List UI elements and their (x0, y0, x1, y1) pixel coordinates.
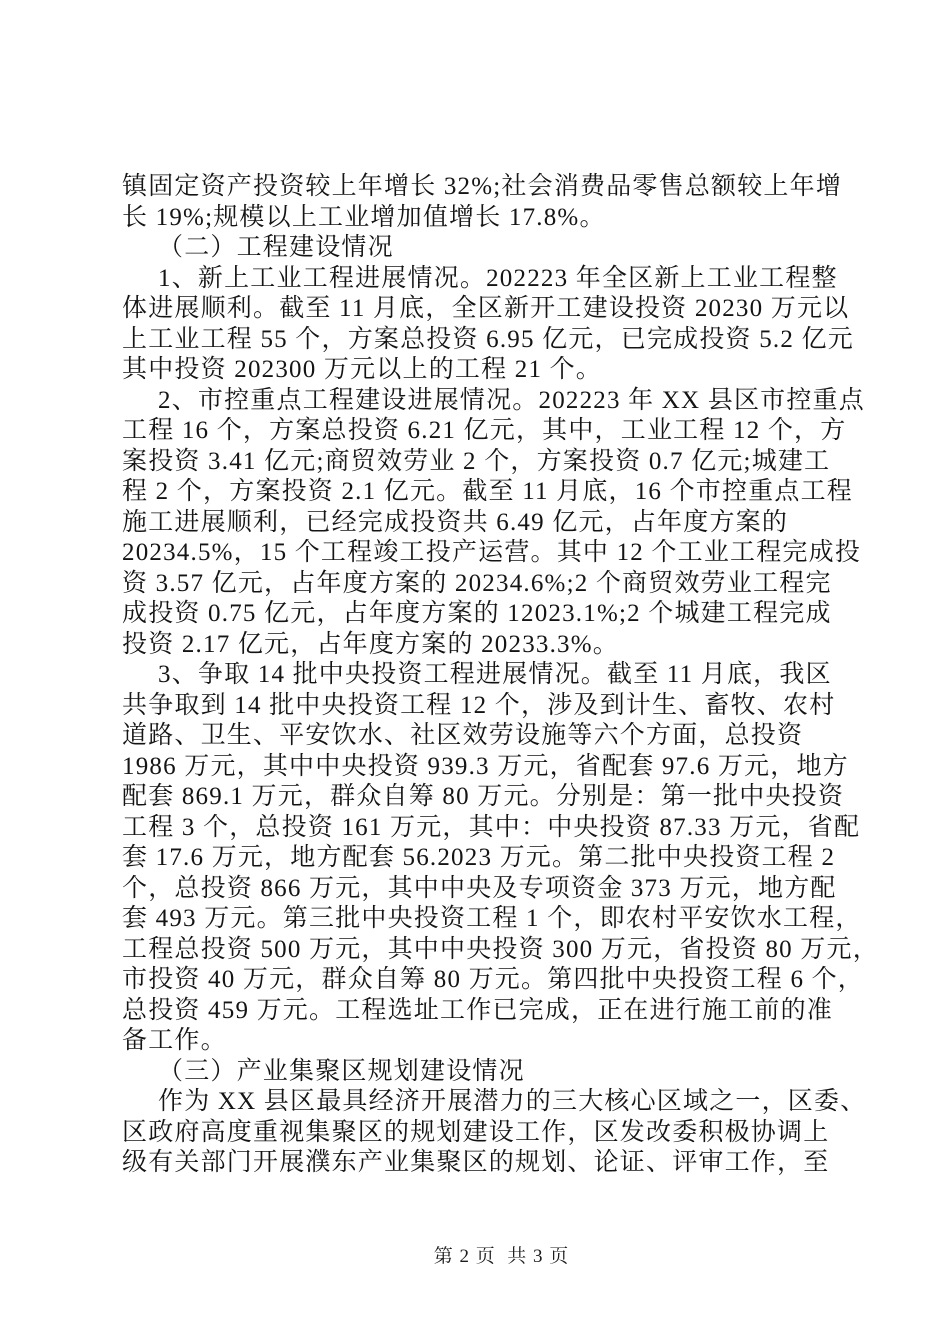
text-line: 资 3.57 亿元，占年度方案的 20234.6%;2 个商贸效劳业工程完 (122, 569, 832, 597)
text-line: 程 2 个，方案投资 2.1 亿元。截至 11 月底，16 个市控重点工程 (122, 478, 853, 505)
text-line: 级有关部门开展濮东产业集聚区的规划、论证、评审工作，至 (122, 1149, 830, 1176)
text-line: 作为 XX 县区最具经济开展潜力的三大核心区域之一，区委、 (158, 1088, 867, 1115)
text-line: 工程总投资 500 万元，其中中央投资 300 万元，省投资 80 万元， (122, 935, 879, 963)
text-line: 长 19%;规模以上工业增加值增长 17.8%。 (122, 203, 606, 231)
text-line: 工程 3 个，总投资 161 万元，其中：中央投资 87.33 万元，省配 (122, 813, 861, 841)
text-line: 2、市控重点工程建设进展情况。202223 年 XX 县区市控重点 (158, 386, 865, 414)
document-body (122, 172, 879, 1179)
text-line: 体进展顺利。截至 11 月底，全区新开工建设投资 20230 万元以 (122, 295, 850, 322)
text-line: 区政府高度重视集聚区的规划建设工作，区发改委积极协调上 (122, 1118, 830, 1146)
text-line: 个，总投资 866 万元，其中中央及专项资金 373 万元，地方配 (122, 874, 837, 902)
text-line: 1、新上工业工程进展情况。202223 年全区新上工业工程整 (158, 264, 838, 292)
text-line: 成投资 0.75 亿元，占年度方案的 12023.1%;2 个城建工程完成 (122, 600, 832, 627)
page-number-footer: 第 2 页 共 3 页 (433, 1246, 570, 1267)
text-line: 套 493 万元。第三批中央投资工程 1 个，即农村平安饮水工程， (122, 905, 862, 932)
text-line: 市投资 40 万元，群众自筹 80 万元。第四批中央投资工程 6 个， (122, 966, 865, 993)
text-line: 总投资 459 万元。工程选址工作已完成，正在进行施工前的准 (122, 996, 834, 1024)
text-line: 20234.5%，15 个工程竣工投产运营。其中 12 个工业工程完成投 (122, 539, 862, 566)
text-line: 上工业工程 55 个，方案总投资 6.95 亿元，已完成投资 5.2 亿元 (122, 325, 854, 353)
text-line: 道路、卫生、平安饮水、社区效劳设施等六个方面，总投资 (122, 722, 804, 749)
text-line: 镇固定资产投资较上年增长 32%;社会消费品零售总额较上年增 (122, 173, 843, 200)
text-line: 其中投资 202300 万元以上的工程 21 个。 (122, 356, 603, 383)
text-line: 1986 万元，其中中央投资 939.3 万元，省配套 97.6 万元，地方 (122, 752, 849, 780)
text-line: 共争取到 14 批中央投资工程 12 个，涉及到计生、畜牧、农村 (122, 691, 836, 719)
text-line: 工程 16 个，方案总投资 6.21 亿元，其中，工业工程 12 个，方 (122, 417, 847, 444)
text-line: 案投资 3.41 亿元;商贸效劳业 2 个，方案投资 0.7 亿元;城建工 (122, 447, 831, 475)
text-line: 套 17.6 万元，地方配套 56.2023 万元。第二批中央投资工程 2 (122, 844, 836, 871)
text-line: 3、争取 14 批中央投资工程进展情况。截至 11 月底，我区 (158, 661, 832, 688)
text-line: 配套 869.1 万元，群众自筹 80 万元。分别是：第一批中央投资 (122, 783, 845, 810)
text-line: 投资 2.17 亿元，占年度方案的 20233.3%。 (122, 630, 619, 658)
section-heading-2: （二）工程建设情况 (158, 234, 394, 261)
text-line: 备工作。 (122, 1027, 227, 1054)
text-line: 施工进展顺利，已经完成投资共 6.49 亿元，占年度方案的 (122, 508, 789, 536)
section-heading-3: （三）产业集聚区规划建设情况 (158, 1057, 525, 1085)
